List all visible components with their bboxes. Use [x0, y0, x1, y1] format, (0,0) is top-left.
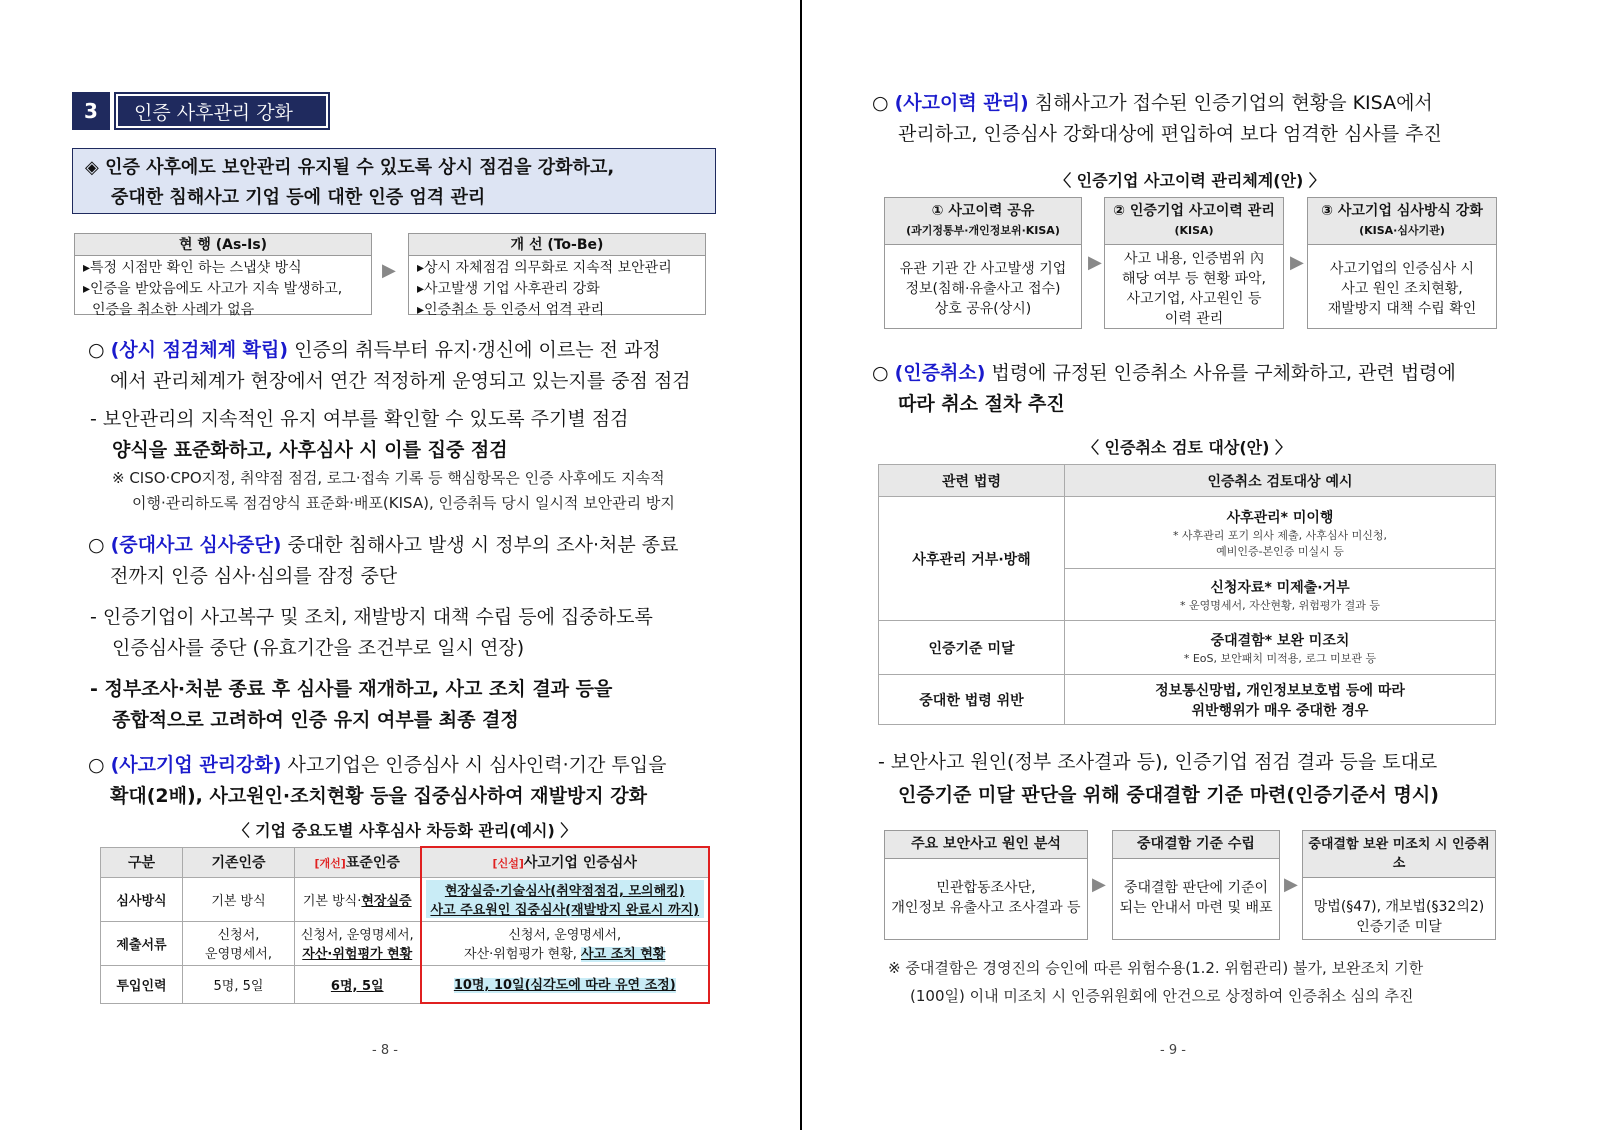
- arrow-right-icon: ▶: [1092, 874, 1106, 895]
- cancellation-table: [878, 464, 1496, 725]
- step-title: ② 인증기업 사고이력 관리: [1113, 203, 1275, 219]
- asis-item: ▸특정 시점만 확인 하는 스냅샷 방식: [83, 260, 302, 276]
- arrow-right-icon: ▶: [382, 260, 396, 281]
- paragraph-text: - 보안사고 원인(정부 조사결과 등), 인증기업 점검 결과 등을 토대로: [878, 751, 1438, 773]
- cell-text: 현장실증·기술심사(취약점점검, 모의해킹): [426, 880, 705, 899]
- table-cell: [421, 965, 710, 1003]
- note-text: 이행·관리하도록 점검양식 표준화·배포(KISA), 인증취득 당시 일시적 보안관리 방지: [132, 494, 675, 512]
- page-9: [802, 0, 1600, 1130]
- table-header-row: [101, 847, 710, 877]
- tobe-list: [409, 256, 705, 323]
- step-text: 사고기업, 사고원인 등: [1126, 291, 1262, 307]
- paragraph-text: 확대(2배), 사고원인·조치현황 등을 집중심사하여 재발방지 강화: [110, 785, 647, 807]
- flow-box-analysis: [884, 830, 1088, 940]
- paragraph-line: ○ (사고기업 관리강화) 사고기업은 인증심사 시 심사인력·기간 투입을: [88, 754, 667, 776]
- flow-text: 중대결함 판단에 기준이: [1123, 880, 1269, 896]
- flow-body: [1113, 859, 1279, 937]
- paragraph-text: 중대한 침해사고 발생 시 정부의 조사·처분 종료: [281, 534, 679, 556]
- table-row: [101, 877, 710, 921]
- table-row: [879, 497, 1496, 569]
- arrow-right-icon: ▶: [1284, 874, 1298, 895]
- step-subtitle: (KISA·심사기관): [1359, 224, 1445, 237]
- paragraph-text: 법령에 규정된 인증취소 사유를 구체화하고, 관련 법령에: [985, 362, 1456, 384]
- paragraph-line: ○ (인증취소) 법령에 규정된 인증취소 사유를 구체화하고, 관련 법령에: [872, 362, 1456, 384]
- paragraph-text: 인증심사를 중단 (유효기간을 조건부로 일시 연장): [112, 637, 525, 659]
- flow-box-cancel: [1302, 830, 1496, 940]
- sub-paragraph: [878, 746, 1588, 812]
- paragraph-line: ○ (사고이력 관리) 침해사고가 접수된 인증기업의 현황을 KISA에서: [872, 92, 1433, 114]
- cell-text: 사고 주요원인 집중심사(재발방지 완료시 까지): [426, 899, 705, 918]
- flow-body: [885, 859, 1087, 937]
- step-text: 이력 관리: [1164, 311, 1224, 327]
- step-text: 사고기업의 인증심사 시: [1329, 261, 1475, 277]
- arrow-right-icon: ▶: [1290, 252, 1304, 273]
- page-number: - 9 -: [1160, 1043, 1186, 1058]
- summary-line-1: ◈ 인증 사후에도 보안관리 유지될 수 있도록 상시 점검을 강화하고,: [85, 157, 615, 178]
- step-body: [885, 245, 1081, 333]
- cell-text: 자산·위험평가 현황: [302, 947, 413, 962]
- paragraph-incident-history: [872, 88, 1582, 150]
- step-box-strengthen: [1307, 197, 1497, 329]
- flow-text: 되는 안내서 마련 및 배포: [1119, 900, 1273, 916]
- table-header-row: [879, 465, 1496, 497]
- cell-text: 신청자료* 미제출·거부: [1210, 579, 1350, 596]
- note-text: ※ 중대결함은 경영진의 승인에 따른 위험수용(1.2. 위험관리) 불가, 보완조치 기한: [888, 959, 1424, 977]
- asis-title: 현 행 (As-Is): [75, 234, 371, 256]
- flow-text: 망법(§47), 개보법(§32의2): [1313, 899, 1485, 915]
- diagram-caption: 〈 인증기업 사고이력 관리체계(안) 〉: [1055, 171, 1325, 190]
- paragraph-text: 침해사고가 접수된 인증기업의 현황을 KISA에서: [1028, 92, 1433, 114]
- step-header: [1105, 198, 1283, 245]
- table-cell: [1065, 569, 1496, 621]
- note: [112, 466, 732, 516]
- tobe-title: 개 선 (To-Be): [409, 234, 705, 256]
- table-row: [101, 965, 710, 1003]
- section-number: 3: [72, 92, 110, 130]
- cell-text: 10명, 10일(심각도에 따라 유연 조정): [453, 978, 676, 994]
- table-caption: 〈 인증취소 검토 대상(안) 〉: [1082, 438, 1291, 457]
- cell-text: 사고 조치 현황: [581, 947, 666, 962]
- table-cell: 기본 방식: [183, 877, 295, 921]
- table-cell: 제출서류: [101, 921, 183, 965]
- cell-text: 신청서, 운영명세서,: [300, 928, 414, 943]
- paragraph-label: (사고기업 관리강화): [110, 754, 282, 776]
- summary-line-2: 중대한 침해사고 기업 등에 대한 인증 엄격 관리: [111, 187, 486, 208]
- table-row: [879, 675, 1496, 725]
- cell-text: 기본 방식·: [302, 893, 362, 909]
- step-subtitle: (KISA): [1174, 224, 1214, 237]
- sub-paragraph: [90, 602, 730, 664]
- table-header: 관련 법령: [879, 465, 1065, 497]
- table-header-text: 사고기업 인증심사: [523, 855, 637, 872]
- table-cell: [1065, 675, 1496, 725]
- table-header: [421, 847, 710, 877]
- paragraph-constant-check: [88, 335, 728, 397]
- cell-note: * 운영명세서, 자산현황, 위험평가 결과 등: [1180, 598, 1380, 612]
- step-text: 해당 여부 등 현황 파악,: [1122, 271, 1266, 287]
- note: [888, 954, 1588, 1010]
- table-cell: [1065, 497, 1496, 569]
- sub-paragraph: [90, 404, 730, 466]
- table-header: 기존인증: [183, 847, 295, 877]
- paragraph-label: (중대사고 심사중단): [110, 534, 282, 556]
- paragraph-text: 인증의 취득부터 유지·갱신에 이르는 전 과정: [288, 339, 661, 361]
- cell-note: 예비인증-본인증 미실시 등: [1216, 544, 1344, 558]
- cell-text: 신청서, 운영명세서,: [508, 928, 622, 943]
- section-title: 인증 사후관리 강화: [114, 92, 330, 130]
- cell-text: 신청서,: [217, 928, 260, 943]
- paragraph-text: 전까지 인증 심사·심의를 잠정 중단: [110, 565, 398, 587]
- asis-item: ▸인증을 받았음에도 사고가 지속 발생하고,: [83, 281, 343, 297]
- paragraph-text: 양식을 표준화하고, 사후심사 시 이를 집중 점검: [112, 439, 508, 461]
- table-header: [295, 847, 421, 877]
- paragraph-line: ○ (중대사고 심사중단) 중대한 침해사고 발생 시 정부의 조사·처분 종료: [88, 534, 679, 556]
- page-number: - 8 -: [372, 1043, 398, 1058]
- flow-title: 중대결함 기준 수립: [1113, 831, 1279, 859]
- note-text: ※ CISO·CPO지정, 취약점 점검, 로그·접속 기록 등 핵심항목은 인증 사후에도 지속적: [112, 469, 665, 487]
- paragraph-suspend-review: [88, 530, 728, 592]
- cell-text: 사후관리* 미이행: [1226, 509, 1334, 526]
- flow-text: 개인정보 유출사고 조사결과 등: [891, 900, 1081, 916]
- table-row: [101, 921, 710, 965]
- step-text: 재발방지 대책 수립 확인: [1327, 301, 1477, 317]
- step-box-manage: [1104, 197, 1284, 329]
- cell-text: 위반행위가 매우 중대한 경우: [1191, 702, 1369, 719]
- flow-box-criteria: [1112, 830, 1280, 940]
- table-cell: [295, 921, 421, 965]
- paragraph-incident-company: [88, 750, 728, 812]
- note-text: (100일) 이내 미조치 시 인증위원회에 안건으로 상정하여 인증취소 심의 추진: [910, 987, 1414, 1005]
- step-title: ③ 사고기업 심사방식 강화: [1321, 203, 1483, 219]
- step-header: [1308, 198, 1496, 245]
- table-cell: 5명, 5일: [183, 965, 295, 1003]
- table-cell: [183, 921, 295, 965]
- table-header-tag: [신설]: [492, 857, 524, 871]
- tobe-item: ▸상시 자체점검 의무화로 지속적 보안관리: [417, 260, 672, 276]
- table-cell: 중대한 법령 위반: [879, 675, 1065, 725]
- flow-title: 주요 보안사고 원인 분석: [885, 831, 1087, 859]
- cell-text: 자산·위험평가 현황,: [464, 947, 582, 962]
- tobe-box: [408, 233, 706, 318]
- paragraph-text: 에서 관리체계가 현장에서 연간 적정하게 운영되고 있는지를 중점 점검: [110, 370, 691, 392]
- paragraph-text: 관리하고, 인증심사 강화대상에 편입하여 보다 엄격한 심사를 추진: [898, 123, 1442, 145]
- step-text: 정보(침해·유출사고 접수): [905, 281, 1061, 297]
- flow-text: 민관합동조사단,: [936, 880, 1036, 896]
- asis-item: 인증을 취소한 사례가 없음: [92, 302, 255, 318]
- asis-list: [75, 256, 371, 323]
- paragraph-label: (상시 점검체계 확립): [110, 339, 289, 361]
- cell-text: 현장실증: [361, 893, 412, 909]
- sub-paragraph: [90, 674, 730, 736]
- paragraph-line: ○ (상시 점검체계 확립) 인증의 취득부터 유지·갱신에 이르는 전 과정: [88, 339, 661, 361]
- step-text: 상호 공유(상시): [934, 301, 1032, 317]
- table-cell: 인증기준 미달: [879, 621, 1065, 675]
- paragraph-text: 사고기업은 인증심사 시 심사인력·기간 투입을: [281, 754, 667, 776]
- flow-title: 중대결함 보완 미조치 시 인증취소: [1303, 831, 1495, 878]
- paragraph-text: 종합적으로 고려하여 인증 유지 여부를 최종 결정: [112, 709, 519, 731]
- step-header: [885, 198, 1081, 245]
- table-cell: [1065, 621, 1496, 675]
- step-body: [1105, 245, 1283, 333]
- cell-note: * EoS, 보안패치 미적용, 로그 미보관 등: [1183, 651, 1377, 665]
- step-body: [1308, 245, 1496, 333]
- cell-text: 정보통신망법, 개인정보보호법 등에 따라: [1155, 682, 1405, 699]
- paragraph-text: - 정부조사·처분 종료 후 심사를 재개하고, 사고 조치 결과 등을: [90, 678, 613, 700]
- step-text: 사고 원인 조치현황,: [1341, 281, 1463, 297]
- step-text: 유관 기관 간 사고발생 기업: [899, 261, 1067, 277]
- table-header: 구분: [101, 847, 183, 877]
- flow-body: [1303, 878, 1495, 956]
- table-cell: [421, 877, 710, 921]
- flow-text: 인증기준 미달: [1356, 919, 1442, 935]
- cell-note: * 사후관리 포기 의사 제출, 사후심사 미신청,: [1172, 528, 1388, 542]
- table-cell: 심사방식: [101, 877, 183, 921]
- step-subtitle: (과기정통부·개인정보위·KISA): [906, 224, 1060, 237]
- arrow-right-icon: ▶: [1088, 252, 1102, 273]
- paragraph-cancellation: [872, 358, 1582, 420]
- paragraph-text: 따라 취소 절차 추진: [898, 393, 1065, 415]
- summary-box: [72, 148, 716, 214]
- table-cell: 투입인력: [101, 965, 183, 1003]
- table-header-tag: [개선]: [314, 857, 346, 870]
- cell-text: 운영명세서,: [205, 947, 272, 962]
- table-row: [879, 621, 1496, 675]
- table-header: 인증취소 검토대상 예시: [1065, 465, 1496, 497]
- asis-box: [74, 233, 372, 318]
- cell-text: 중대결함* 보완 미조치: [1210, 632, 1350, 649]
- step-text: 사고 내용, 인증범위 內: [1124, 251, 1264, 267]
- paragraph-text: 인증기준 미달 판단을 위해 중대결함 기준 마련(인증기준서 명시): [898, 784, 1439, 806]
- step-box-share: [884, 197, 1082, 329]
- table-cell: [295, 877, 421, 921]
- step-title: ① 사고이력 공유: [931, 203, 1035, 219]
- paragraph-text: - 보안관리의 지속적인 유지 여부를 확인할 수 있도록 주기별 점검: [90, 408, 629, 430]
- paragraph-label: (인증취소): [894, 362, 986, 384]
- paragraph-label: (사고이력 관리): [894, 92, 1029, 114]
- table-cell: [421, 921, 710, 965]
- differentiation-table: [100, 846, 710, 1004]
- tobe-item: ▸사고발생 기업 사후관리 강화: [417, 281, 600, 297]
- table-cell: 6명, 5일: [295, 965, 421, 1003]
- table-header-text: 표준인증: [345, 855, 400, 871]
- tobe-item: ▸인증취소 등 인증서 엄격 관리: [417, 302, 605, 318]
- table-cell: 사후관리 거부·방해: [879, 497, 1065, 621]
- table-caption: 〈 기업 중요도별 사후심사 차등화 관리(예시) 〉: [233, 821, 577, 840]
- paragraph-text: - 인증기업이 사고복구 및 조치, 재발방지 대책 수립 등에 집중하도록: [90, 606, 653, 628]
